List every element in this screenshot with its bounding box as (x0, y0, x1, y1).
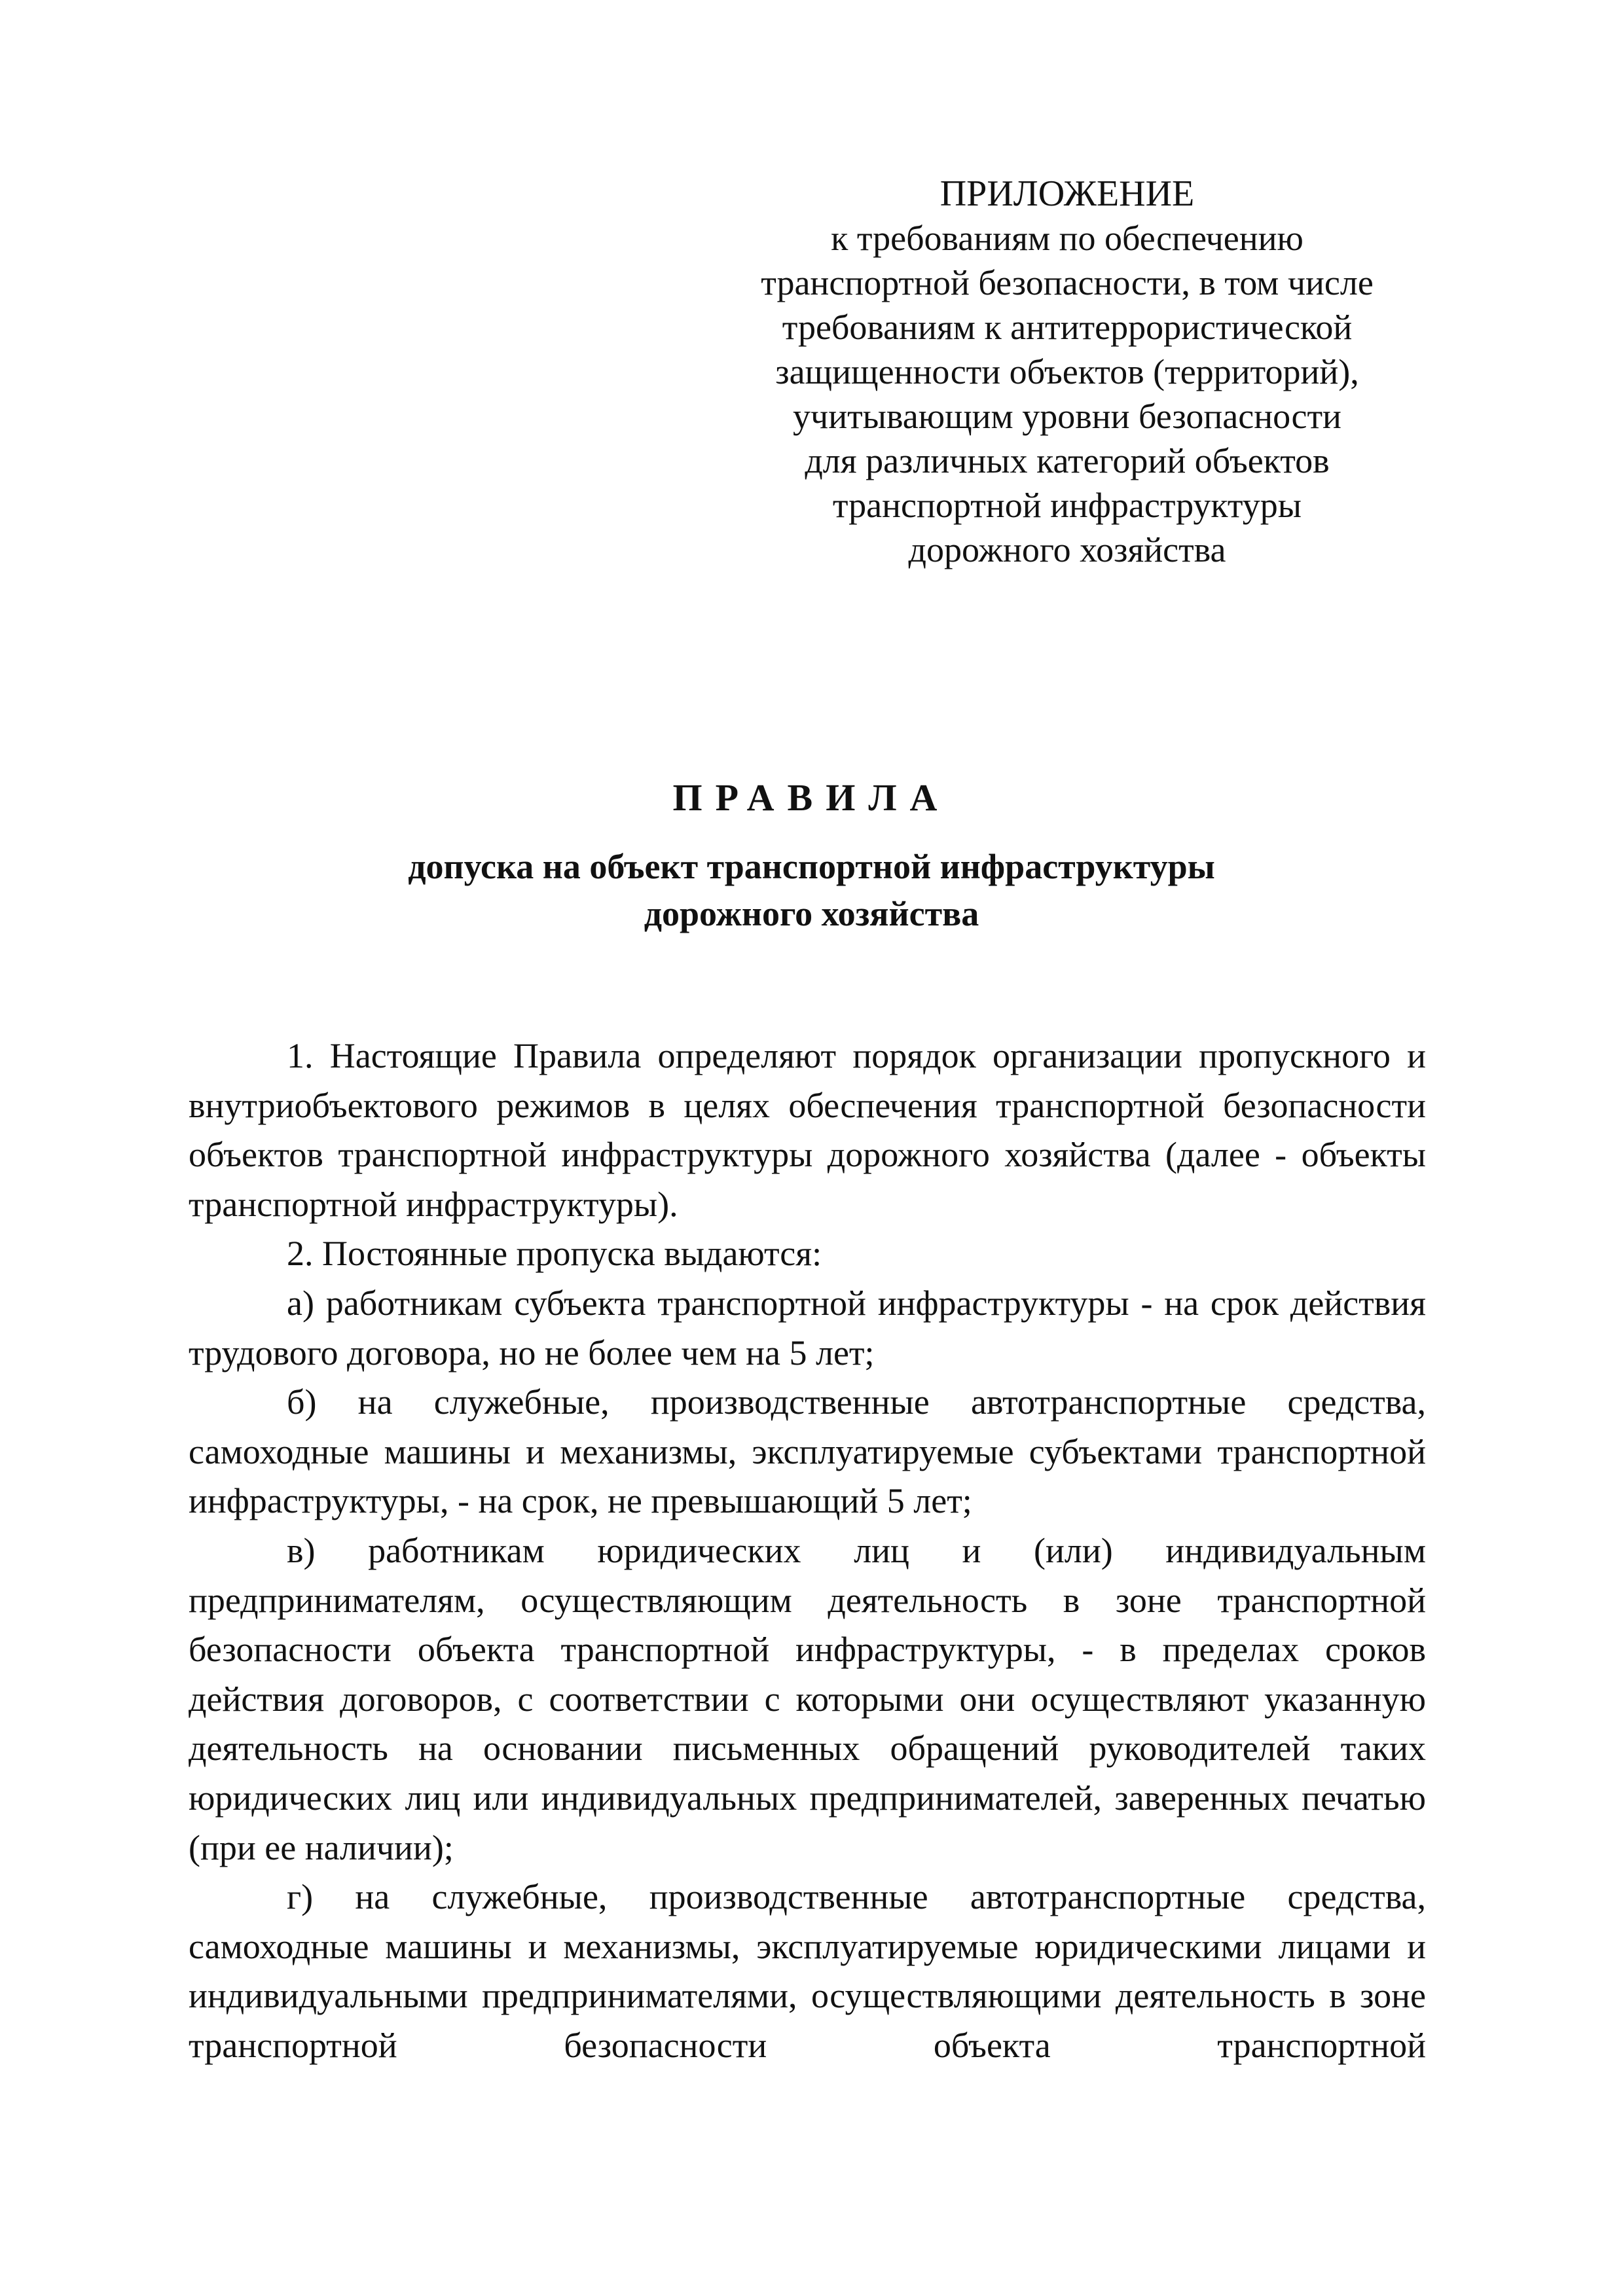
rules-title: ПРАВИЛА (672, 776, 951, 819)
subitem-label: г) (287, 1877, 314, 1917)
paragraph-label: 2. (287, 1234, 314, 1274)
subitem-label: а) (287, 1283, 314, 1323)
subitem-text: работникам юридических лиц и (или) индивидуальным предпринимателям, осуществляющим деятельность в зоне транспортной безопасности объекта транспортной инфраструктуры, - в пределах сроков действия договоров, с соответствии с которыми они осуществляют указанную деятельность на основании письменных обращений руководителей таких юридических лиц или индивидуальных предпринимателей, заверенных печатью (при ее наличии); (189, 1530, 1427, 1867)
rules-subtitle-line: дорожного хозяйства (644, 894, 979, 933)
paragraph-text: Настоящие Правила определяют порядок организации пропускного и внутриобъектового режимов в целях обеспечения транспортной безопасности объектов транспортной инфраструктуры дорожного хозяйства (далее - объекты транспортной инфраструктуры). (189, 1036, 1427, 1224)
paragraph-label: 1. (287, 1036, 314, 1075)
appendix-line: транспортной безопасности, в том числе (761, 263, 1374, 302)
appendix-block (720, 171, 1414, 572)
subitem-label: б) (287, 1382, 317, 1422)
subitem-a (189, 1279, 1426, 1378)
subitem-text: на служебные, производственные автотранспортные средства, самоходные машины и механизмы, эксплуатируемые субъектами транспортной инфраструктуры, - на срок, не превышающий 5 лет; (189, 1382, 1427, 1521)
appendix-line: учитывающим уровни безопасности (793, 397, 1341, 436)
subitem-text: на служебные, производственные автотранспортные средства, самоходные машины и механизмы, эксплуатируемые юридическими лицами и индивидуальными предпринимателями, осуществляющими деятельность в зоне транспортной безопасности объекта транспортной (189, 1877, 1426, 2065)
rules-subtitle-line: допуска на объект транспортной инфраструктуры (408, 847, 1215, 886)
paragraph-2 (189, 1229, 1426, 1279)
appendix-line: для различных категорий объектов (805, 441, 1330, 480)
appendix-line: к требованиям по обеспечению (831, 219, 1304, 258)
rules-subtitle (0, 843, 1623, 937)
subitem-v (189, 1526, 1426, 1873)
appendix-line: дорожного хозяйства (908, 530, 1226, 569)
appendix-heading: ПРИЛОЖЕНИЕ (939, 173, 1195, 214)
subitem-text: работникам субъекта транспортной инфраструктуры - на срок действия трудового договора, но не более чем на 5 лет; (189, 1283, 1426, 1372)
subitem-g (189, 1873, 1426, 2070)
subitem-b (189, 1378, 1426, 1526)
paragraph-1 (189, 1031, 1426, 1229)
appendix-line: требованиям к антитеррористической (782, 308, 1353, 347)
appendix-line: транспортной инфраструктуры (832, 486, 1302, 525)
appendix-line: защищенности объектов (территорий), (775, 352, 1359, 391)
paragraph-text: Постоянные пропуска выдаются: (322, 1234, 822, 1274)
rules-body (189, 1031, 1426, 2070)
subitem-label: в) (287, 1530, 316, 1570)
